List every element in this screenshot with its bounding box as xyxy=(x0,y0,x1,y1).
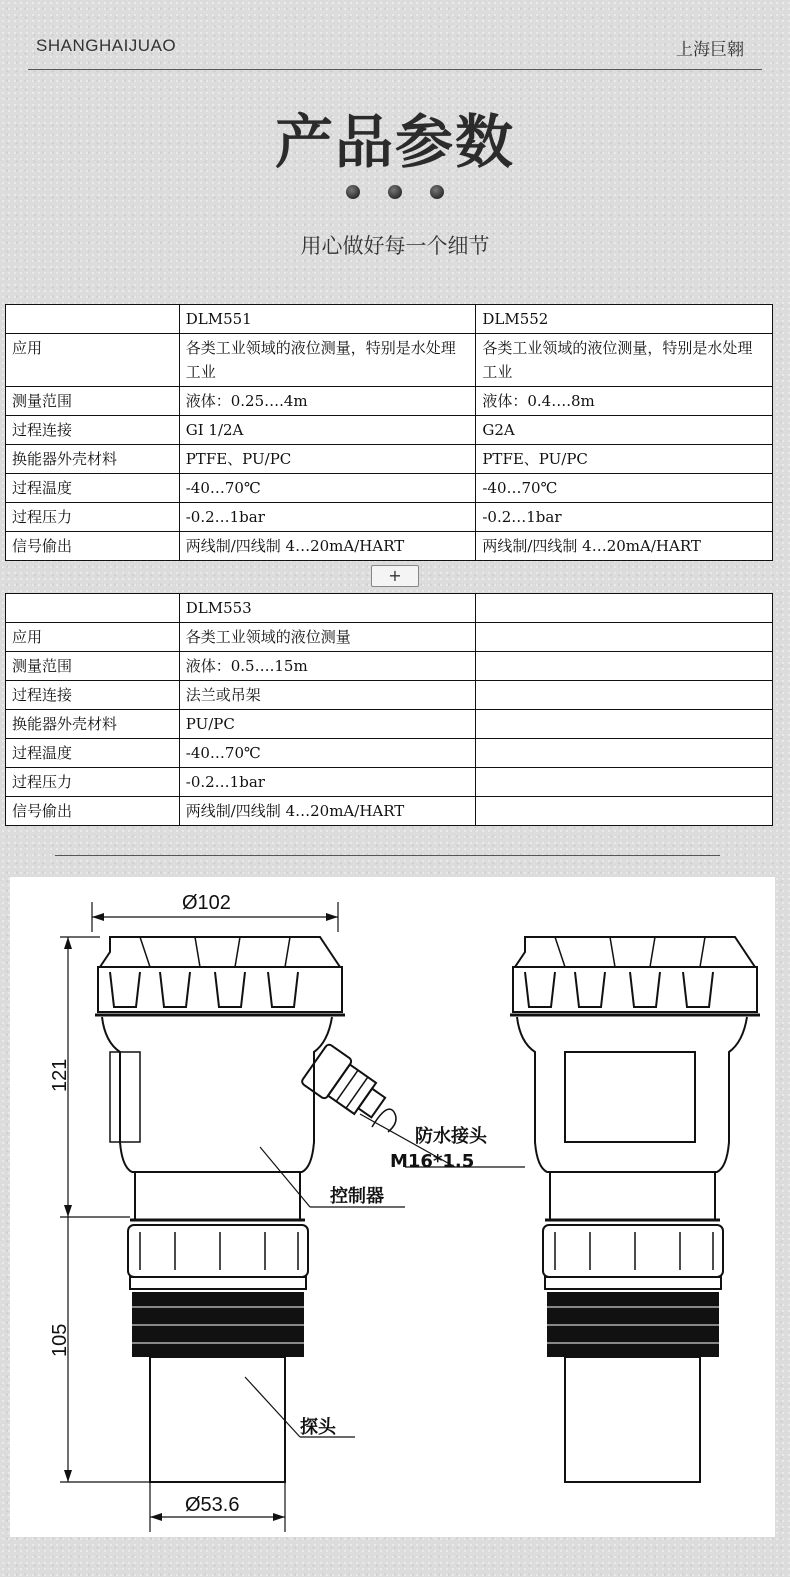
spec-table-1 xyxy=(5,304,773,561)
table-cell xyxy=(6,594,180,623)
table-cell: 过程压力 xyxy=(6,503,180,532)
table-cell xyxy=(476,594,773,623)
table-row xyxy=(6,334,773,387)
table-cell: 应用 xyxy=(6,334,180,387)
table-cell xyxy=(476,739,773,768)
table-row xyxy=(6,387,773,416)
table-cell: DLM552 xyxy=(476,305,773,334)
dot-icon xyxy=(388,185,402,199)
table-cell: 液体：0.25….4m xyxy=(179,387,476,416)
table-cell: 液体：0.4….8m xyxy=(476,387,773,416)
dot-icon xyxy=(430,185,444,199)
table-cell: 各类工业领域的液位测量，特别是水处理工业 xyxy=(476,334,773,387)
gland-label-1: 防水接头 xyxy=(415,1126,487,1147)
table-row xyxy=(6,445,773,474)
table-cell: 两线制/四线制 4…20mA/HART xyxy=(179,532,476,561)
table-cell: 换能器外壳材料 xyxy=(6,710,180,739)
expand-button[interactable]: + xyxy=(371,565,419,587)
top-divider xyxy=(28,69,762,70)
table-cell xyxy=(476,681,773,710)
table-cell xyxy=(476,797,773,826)
table-cell xyxy=(476,768,773,797)
expand-row xyxy=(0,565,790,587)
table-cell: PTFE、PU/PC xyxy=(476,445,773,474)
table-row xyxy=(6,768,773,797)
controller-label: 控制器 xyxy=(330,1186,384,1207)
dim-top-label: Ø102 xyxy=(182,892,231,914)
page-title: 产品参数 xyxy=(274,108,515,176)
spec-table-2 xyxy=(5,593,773,826)
table-cell: 过程连接 xyxy=(6,416,180,445)
dim-lower-height-label: 105 xyxy=(49,1323,71,1357)
table-cell: 各类工业领域的液位测量 xyxy=(179,623,476,652)
table-cell: -40…70℃ xyxy=(476,474,773,503)
table-cell: -0.2…1bar xyxy=(476,503,773,532)
table-cell: 液体：0.5….15m xyxy=(179,652,476,681)
table-cell xyxy=(6,305,180,334)
table-row xyxy=(6,681,773,710)
table-cell: G2A xyxy=(476,416,773,445)
table-cell: 法兰或吊架 xyxy=(179,681,476,710)
table-row xyxy=(6,652,773,681)
dot-icon xyxy=(346,185,360,199)
table-row xyxy=(6,739,773,768)
table-cell: 各类工业领域的液位测量，特别是水处理工业 xyxy=(179,334,476,387)
brand-en: SHANGHAIJUAO xyxy=(36,36,177,55)
page-subtitle: 用心做好每一个细节 xyxy=(300,234,490,258)
probe-label: 探头 xyxy=(300,1417,336,1438)
table-row xyxy=(6,416,773,445)
table-cell: DLM551 xyxy=(179,305,476,334)
table-cell: 换能器外壳材料 xyxy=(6,445,180,474)
mid-divider xyxy=(55,855,720,856)
table-cell: -40…70℃ xyxy=(179,739,476,768)
table-row xyxy=(6,474,773,503)
gland-label-2: M16*1.5 xyxy=(390,1151,475,1172)
table-header-row xyxy=(6,305,773,334)
table-cell: 过程连接 xyxy=(6,681,180,710)
dim-upper-height-label: 121 xyxy=(49,1058,71,1092)
table-cell xyxy=(476,652,773,681)
table-row xyxy=(6,623,773,652)
dim-bottom-label: Ø53.6 xyxy=(185,1494,240,1516)
table-row xyxy=(6,797,773,826)
table-cell: -0.2…1bar xyxy=(179,503,476,532)
table-cell: 测量范围 xyxy=(6,387,180,416)
table-row xyxy=(6,503,773,532)
table-cell: 过程压力 xyxy=(6,768,180,797)
table-cell: 信号偷出 xyxy=(6,797,180,826)
table-cell: 过程温度 xyxy=(6,739,180,768)
dimension-drawing xyxy=(10,877,775,1537)
table-row xyxy=(6,532,773,561)
table-cell: 应用 xyxy=(6,623,180,652)
table-cell: 信号偷出 xyxy=(6,532,180,561)
table-cell: 测量范围 xyxy=(6,652,180,681)
table-cell: 过程温度 xyxy=(6,474,180,503)
table-header-row xyxy=(6,594,773,623)
table-cell: GI 1/2A xyxy=(179,416,476,445)
table-cell: 两线制/四线制 4…20mA/HART xyxy=(179,797,476,826)
table-cell: DLM553 xyxy=(179,594,476,623)
table-cell xyxy=(476,710,773,739)
decorative-dots xyxy=(0,185,790,199)
table-cell: PU/PC xyxy=(179,710,476,739)
table-row xyxy=(6,710,773,739)
table-cell xyxy=(476,623,773,652)
table-cell: 两线制/四线制 4…20mA/HART xyxy=(476,532,773,561)
brand-cn: 上海巨翱 xyxy=(676,40,744,60)
table-cell: -0.2…1bar xyxy=(179,768,476,797)
table-cell: PTFE、PU/PC xyxy=(179,445,476,474)
table-cell: -40…70℃ xyxy=(179,474,476,503)
